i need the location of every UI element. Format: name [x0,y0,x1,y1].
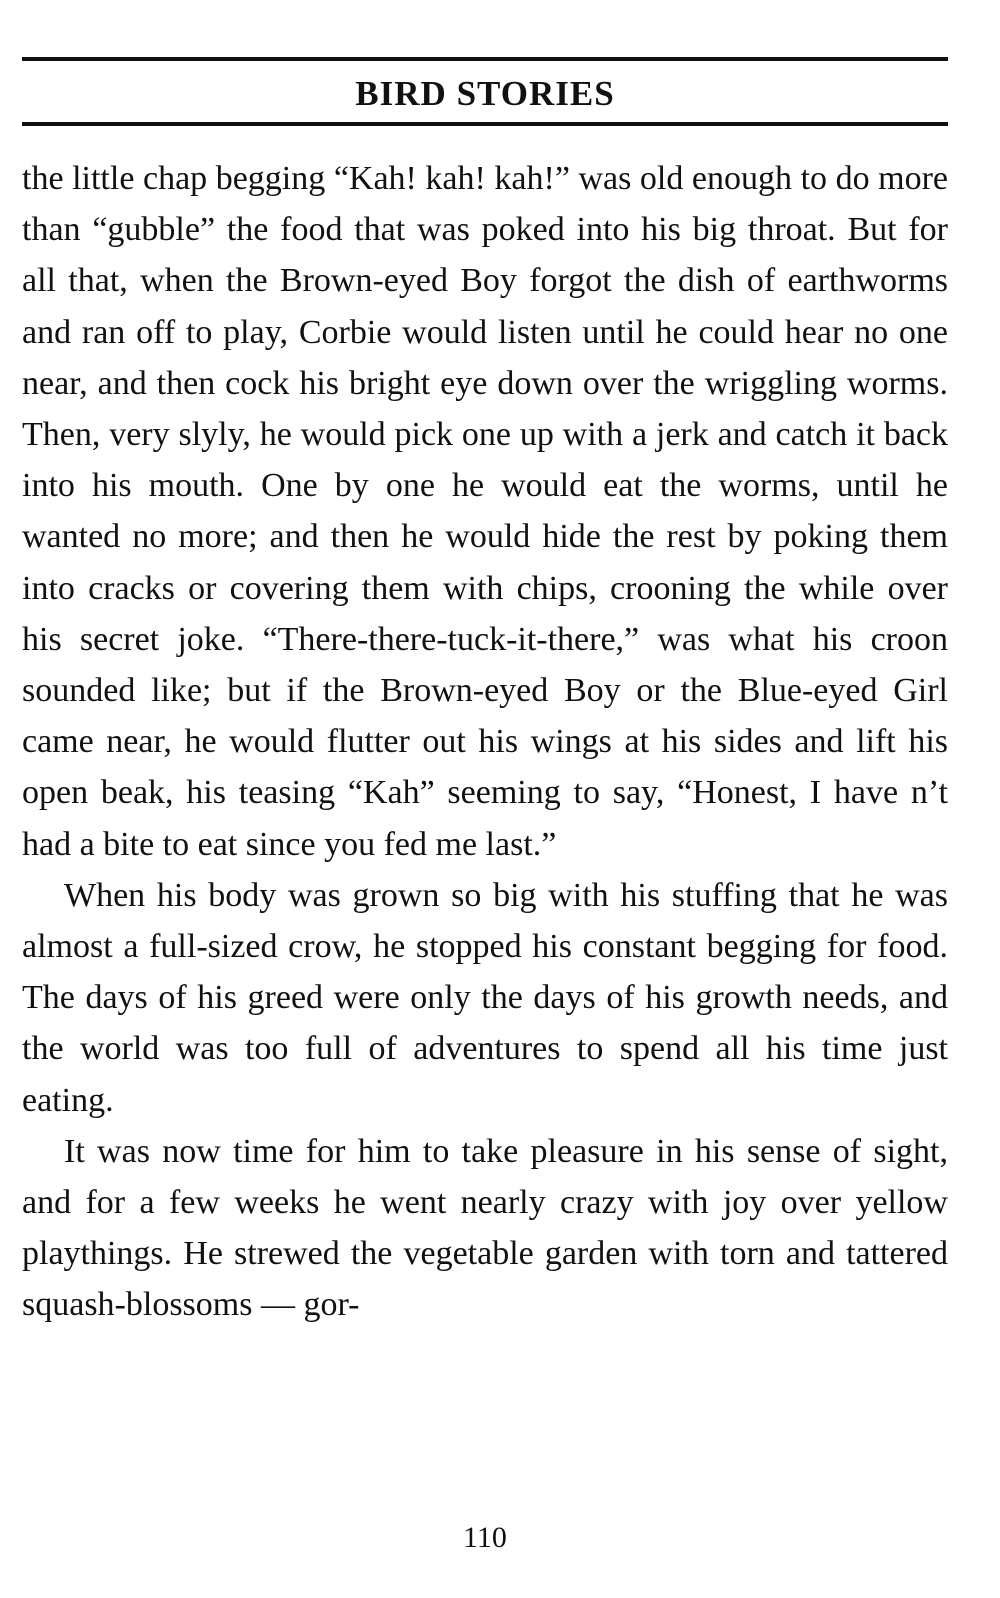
paragraph: When his body was grown so big with his stuffing that he was almost a full-sized crow, he stopped his constant begging for food. The days of his greed were only the days of his growth needs, and the world was too full of adventures to spend all his time just eating. [22,876,948,1119]
running-head-title: BIRD STORIES [355,74,615,113]
header-rule-top [22,57,948,61]
paragraph: It was now time for him to take pleasure in his sense of sight, and for a few weeks he went nearly crazy with joy over yellow playthings. He strewed the vegetable garden with torn and tattered squash-blossoms — gor- [22,1132,948,1324]
header-rule-bottom [22,122,948,126]
body-text [22,153,948,1331]
page-number: 110 [463,1521,507,1554]
book-page [22,0,948,1598]
paragraph-continued: the little chap begging “Kah! kah! kah!” was old enough to do more than “gubble” the food that was poked into his big throat. But for all that, when the Brown-eyed Boy forgot the dish of earthworms and ran off to play, Corbie would listen until he could hear no one near, and then cock his bright eye down over the wriggling worms. Then, very slyly, he would pick one up with a jerk and catch it back into his mouth. One by one he would eat the worms, until he wanted no more; and then he would hide the rest by poking them into cracks or covering them with chips, crooning the while over his secret joke. “There-there-tuck-it-there,” was what his croon sounded like; but if the Brown-eyed Boy or the Blue-eyed Girl came near, he would flutter out his wings at his sides and lift his open beak, his teasing “Kah” seeming to say, “Honest, I have n’t had a bite to eat since you fed me last.” [22,160,948,863]
